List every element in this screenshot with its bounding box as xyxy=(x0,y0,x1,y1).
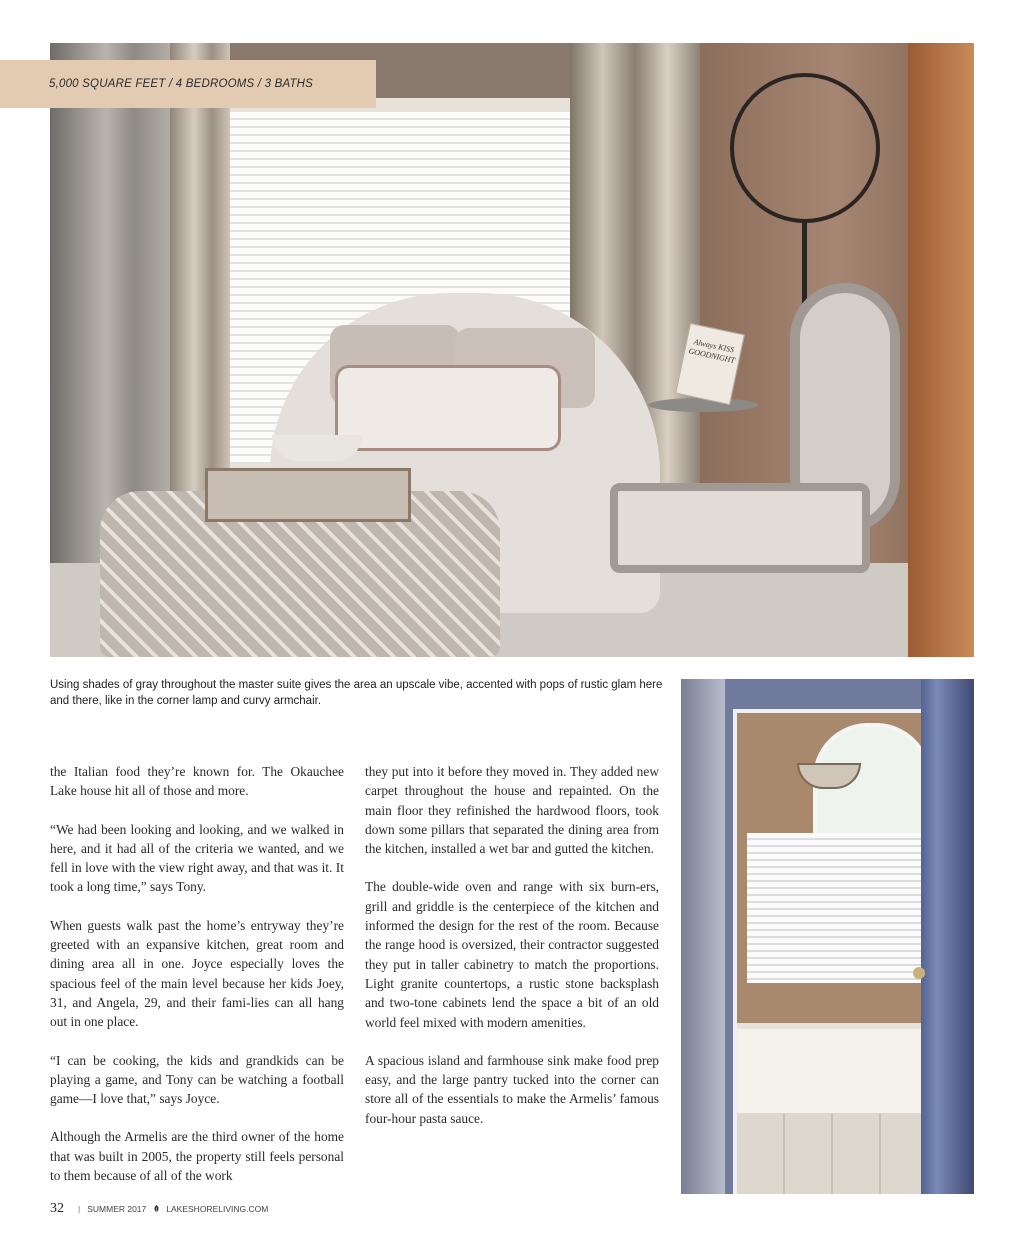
article-paragraph: The double-wide oven and range with six burn-ers, grill and griddle is the centerpiece of the kitchen and informed the design for the rest of the room. Because the range hood is oversized, their contractor suggested they put in taller cabinetry to match the proportions. Light granite countertops, a rustic stone backsplash and two-tone cabinets lend the space a bit of an old world feel mixed with modern amenities. xyxy=(365,879,659,1030)
photo-doorway xyxy=(733,709,933,1194)
photo-tile-floor xyxy=(737,1113,929,1194)
article-paragraph: “We had been looking and looking, and we walked in here, and it had all of the criteria we wanted, and we fell in love with the view right away, and that was it. It took a long time,” says Tony. xyxy=(50,821,344,895)
page-footer xyxy=(50,1201,268,1217)
website-label: LAKESHORELIVING.COM xyxy=(166,1204,269,1214)
page-number: 32 xyxy=(50,1201,64,1216)
photo-tray xyxy=(205,468,411,522)
photo-vanity xyxy=(737,1023,929,1119)
master-suite-photo xyxy=(50,43,974,657)
book-text: Always KISS GOODNIGHT xyxy=(687,337,736,365)
bathroom-photo xyxy=(681,679,974,1194)
article-column-right xyxy=(365,762,659,1147)
photo-door xyxy=(921,679,974,1194)
article-paragraph: Although the Armelis are the third owner of the home that was built in 2005, the property still feels personal to them because of all of the work xyxy=(50,1129,344,1184)
article-column-left xyxy=(50,762,344,1204)
photo-bowl xyxy=(272,435,362,461)
photo-door-frame xyxy=(908,43,974,657)
photo-orb-lamp xyxy=(730,73,880,223)
armchair-seat xyxy=(610,483,870,573)
article-paragraph: “I can be cooking, the kids and grandkids can be playing a game, and Tony can be watching a football game—I love that,” says Joyce. xyxy=(50,1052,344,1107)
article-paragraph: When guests walk past the home’s entryway they’re greeted with an expansive kitchen, great room and dining area all in one. Joyce especially loves the spacious feel of the main level because her kids Joey, 31, and Angela, 29, and their fami-lies can all hang out in one place. xyxy=(50,917,344,1030)
home-stats-banner xyxy=(0,60,376,108)
leaf-icon xyxy=(153,1205,160,1213)
photo-armchair xyxy=(590,283,910,653)
article-paragraph: A spacious island and farmhouse sink make food prep easy, and the large pantry tucked into the corner can store all of the essentials to make the Armelis’ famous four-hour pasta sauce. xyxy=(365,1052,659,1126)
article-paragraph: they put into it before they moved in. They added new carpet throughout the house and repainted. On the main floor they refinished the hardwood floors, took down some pillars that separated the dining area from the kitchen, installed a wet bar and gutted the kitchen. xyxy=(365,764,659,857)
issue-label: SUMMER 2017 xyxy=(87,1204,147,1214)
article-paragraph: the Italian food they’re known for. The Okauchee Lake house hit all of those and more. xyxy=(50,764,344,799)
photo-door xyxy=(681,679,725,1194)
photo-shutters xyxy=(747,833,927,983)
photo-caption: Using shades of gray throughout the master suite gives the area an upscale vibe, accented with pops of rustic glam here and there, like in the corner lamp and curvy armchair. xyxy=(50,679,663,707)
footer-separator: | xyxy=(78,1204,81,1214)
photo-door-knob xyxy=(913,967,925,979)
home-stats-text: 5,000 SQUARE FEET / 4 BEDROOMS / 3 BATHS xyxy=(49,78,314,90)
photo-pillow xyxy=(335,365,561,451)
